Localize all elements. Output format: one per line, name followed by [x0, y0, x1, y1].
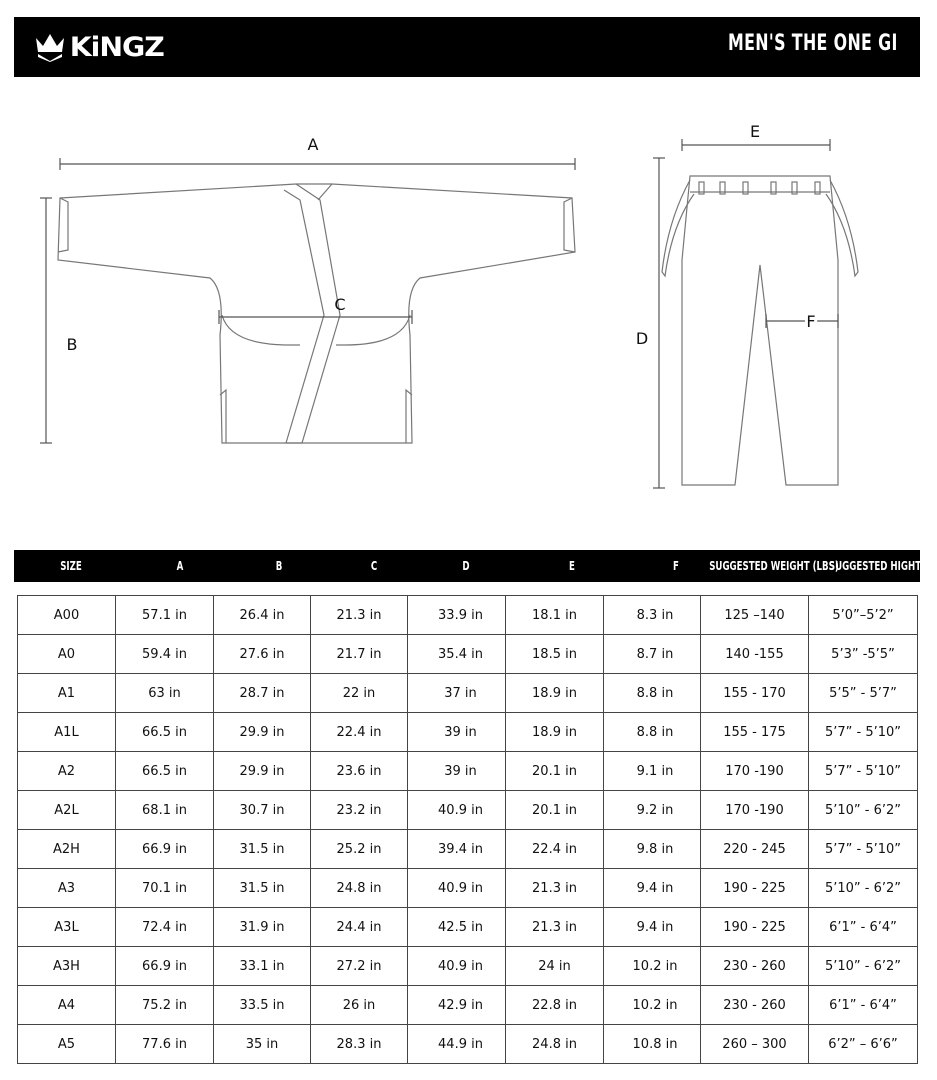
table-cell: 72.4 in — [116, 908, 214, 947]
table-cell: 9.4 in — [604, 869, 701, 908]
table-cell: 57.1 in — [116, 596, 214, 635]
table-cell: 39.4 in — [408, 830, 506, 869]
table-cell: 24.4 in — [311, 908, 408, 947]
table-row — [18, 986, 918, 1025]
column-header: SUGGESTED HIGHT — [828, 559, 922, 573]
table-cell: 5’10” - 6’2” — [809, 947, 918, 986]
table-cell: 42.9 in — [408, 986, 506, 1025]
table-cell: 24 in — [506, 947, 604, 986]
table-cell: 18.5 in — [506, 635, 604, 674]
table-cell: 26 in — [311, 986, 408, 1025]
table-cell: 27.6 in — [214, 635, 311, 674]
size-cell: A00 — [18, 596, 116, 635]
label-b: B — [66, 335, 78, 354]
pants-illustration — [662, 176, 858, 485]
table-cell: 77.6 in — [116, 1025, 214, 1064]
size-cell: A2H — [18, 830, 116, 869]
size-cell: A1L — [18, 713, 116, 752]
table-cell: 220 - 245 — [701, 830, 809, 869]
column-header: A — [176, 559, 184, 573]
table-cell: 6’1” - 6’4” — [809, 908, 918, 947]
table-cell: 8.7 in — [604, 635, 701, 674]
table-cell: 5’7” - 5’10” — [809, 830, 918, 869]
table-row — [18, 596, 918, 635]
size-cell: A2 — [18, 752, 116, 791]
table-cell: 155 - 175 — [701, 713, 809, 752]
table-cell: 44.9 in — [408, 1025, 506, 1064]
table-cell: 40.9 in — [408, 869, 506, 908]
dimension-f — [766, 314, 838, 328]
table-cell: 20.1 in — [506, 752, 604, 791]
table-cell: 28.3 in — [311, 1025, 408, 1064]
dimension-c — [219, 310, 412, 324]
table-cell: 31.5 in — [214, 869, 311, 908]
table-cell: 33.5 in — [214, 986, 311, 1025]
table-cell: 18.9 in — [506, 713, 604, 752]
table-row — [18, 947, 918, 986]
table-cell: 18.9 in — [506, 674, 604, 713]
dimension-d — [653, 158, 665, 488]
table-cell: 66.9 in — [116, 830, 214, 869]
table-cell: 260 – 300 — [701, 1025, 809, 1064]
table-cell: 35 in — [214, 1025, 311, 1064]
table-cell: 25.2 in — [311, 830, 408, 869]
table-cell: 6’2” – 6’6” — [809, 1025, 918, 1064]
table-row — [18, 908, 918, 947]
size-cell: A1 — [18, 674, 116, 713]
table-cell: 27.2 in — [311, 947, 408, 986]
column-header: E — [569, 559, 575, 573]
table-cell: 29.9 in — [214, 713, 311, 752]
column-header: SIZE — [60, 559, 82, 573]
table-cell: 37 in — [408, 674, 506, 713]
table-cell: 8.8 in — [604, 674, 701, 713]
table-row — [18, 869, 918, 908]
label-e: E — [749, 122, 761, 141]
table-row — [18, 674, 918, 713]
table-cell: 5’0”–5’2” — [809, 596, 918, 635]
table-cell: 8.3 in — [604, 596, 701, 635]
table-cell: 9.2 in — [604, 791, 701, 830]
table-cell: 21.3 in — [506, 869, 604, 908]
size-cell: A4 — [18, 986, 116, 1025]
table-cell: 190 - 225 — [701, 869, 809, 908]
table-cell: 33.9 in — [408, 596, 506, 635]
table-cell: 10.8 in — [604, 1025, 701, 1064]
table-cell: 23.2 in — [311, 791, 408, 830]
table-cell: 10.2 in — [604, 986, 701, 1025]
table-cell: 22 in — [311, 674, 408, 713]
table-cell: 39 in — [408, 713, 506, 752]
table-cell: 31.5 in — [214, 830, 311, 869]
table-cell: 5’7” - 5’10” — [809, 713, 918, 752]
table-cell: 10.2 in — [604, 947, 701, 986]
label-a: A — [307, 135, 319, 154]
table-cell: 28.7 in — [214, 674, 311, 713]
table-cell: 22.4 in — [311, 713, 408, 752]
header-bar — [14, 17, 920, 77]
page-title: MEN'S THE ONE GI — [728, 31, 898, 56]
size-cell: A2L — [18, 791, 116, 830]
table-cell: 24.8 in — [311, 869, 408, 908]
table-row — [18, 1025, 918, 1064]
table-cell: 66.9 in — [116, 947, 214, 986]
table-cell: 21.3 in — [506, 908, 604, 947]
table-row — [18, 713, 918, 752]
table-cell: 70.1 in — [116, 869, 214, 908]
size-cell: A3 — [18, 869, 116, 908]
column-header: D — [462, 559, 470, 573]
table-cell: 230 - 260 — [701, 986, 809, 1025]
table-cell: 6’1” - 6’4” — [809, 986, 918, 1025]
table-cell: 39 in — [408, 752, 506, 791]
table-cell: 20.1 in — [506, 791, 604, 830]
table-cell: 5’5” - 5’7” — [809, 674, 918, 713]
table-cell: 26.4 in — [214, 596, 311, 635]
table-cell: 21.3 in — [311, 596, 408, 635]
jacket-illustration — [58, 184, 575, 443]
table-cell: 40.9 in — [408, 791, 506, 830]
dimension-a — [60, 158, 575, 170]
table-cell: 21.7 in — [311, 635, 408, 674]
size-table-header — [14, 550, 920, 582]
table-row — [18, 830, 918, 869]
table-cell: 40.9 in — [408, 947, 506, 986]
label-c: C — [334, 295, 346, 314]
table-cell: 33.1 in — [214, 947, 311, 986]
table-cell: 66.5 in — [116, 713, 214, 752]
table-cell: 75.2 in — [116, 986, 214, 1025]
table-cell: 42.5 in — [408, 908, 506, 947]
crown-icon — [34, 32, 66, 62]
table-cell: 24.8 in — [506, 1025, 604, 1064]
table-cell: 23.6 in — [311, 752, 408, 791]
table-cell: 5’7” - 5’10” — [809, 752, 918, 791]
table-cell: 155 - 170 — [701, 674, 809, 713]
column-header: F — [673, 559, 679, 573]
table-cell: 170 -190 — [701, 752, 809, 791]
table-cell: 59.4 in — [116, 635, 214, 674]
table-cell: 125 –140 — [701, 596, 809, 635]
table-cell: 9.4 in — [604, 908, 701, 947]
table-cell: 18.1 in — [506, 596, 604, 635]
table-cell: 190 - 225 — [701, 908, 809, 947]
table-cell: 35.4 in — [408, 635, 506, 674]
brand-name: KiNGZ — [69, 31, 164, 63]
size-cell: A3H — [18, 947, 116, 986]
table-cell: 63 in — [116, 674, 214, 713]
table-cell: 170 -190 — [701, 791, 809, 830]
size-cell: A0 — [18, 635, 116, 674]
column-header: C — [370, 559, 378, 573]
size-cell: A5 — [18, 1025, 116, 1064]
table-row — [18, 635, 918, 674]
table-cell: 140 -155 — [701, 635, 809, 674]
column-header: SUGGESTED WEIGHT (LBS) — [709, 559, 839, 573]
gi-diagram — [0, 100, 937, 520]
table-cell: 230 - 260 — [701, 947, 809, 986]
table-cell: 9.8 in — [604, 830, 701, 869]
table-cell: 31.9 in — [214, 908, 311, 947]
size-table — [17, 595, 918, 1064]
dimension-b — [40, 198, 52, 443]
table-cell: 8.8 in — [604, 713, 701, 752]
size-cell: A3L — [18, 908, 116, 947]
table-cell: 9.1 in — [604, 752, 701, 791]
table-cell: 22.4 in — [506, 830, 604, 869]
table-row — [18, 752, 918, 791]
table-cell: 68.1 in — [116, 791, 214, 830]
table-cell: 22.8 in — [506, 986, 604, 1025]
table-cell: 30.7 in — [214, 791, 311, 830]
label-d: D — [635, 329, 649, 348]
table-cell: 5’3” -5’5” — [809, 635, 918, 674]
table-cell: 5’10” - 6’2” — [809, 869, 918, 908]
brand-logo[interactable] — [34, 31, 162, 63]
table-row — [18, 791, 918, 830]
table-cell: 66.5 in — [116, 752, 214, 791]
table-cell: 5’10” - 6’2” — [809, 791, 918, 830]
table-cell: 29.9 in — [214, 752, 311, 791]
column-header: B — [275, 559, 283, 573]
label-f: F — [806, 312, 816, 331]
